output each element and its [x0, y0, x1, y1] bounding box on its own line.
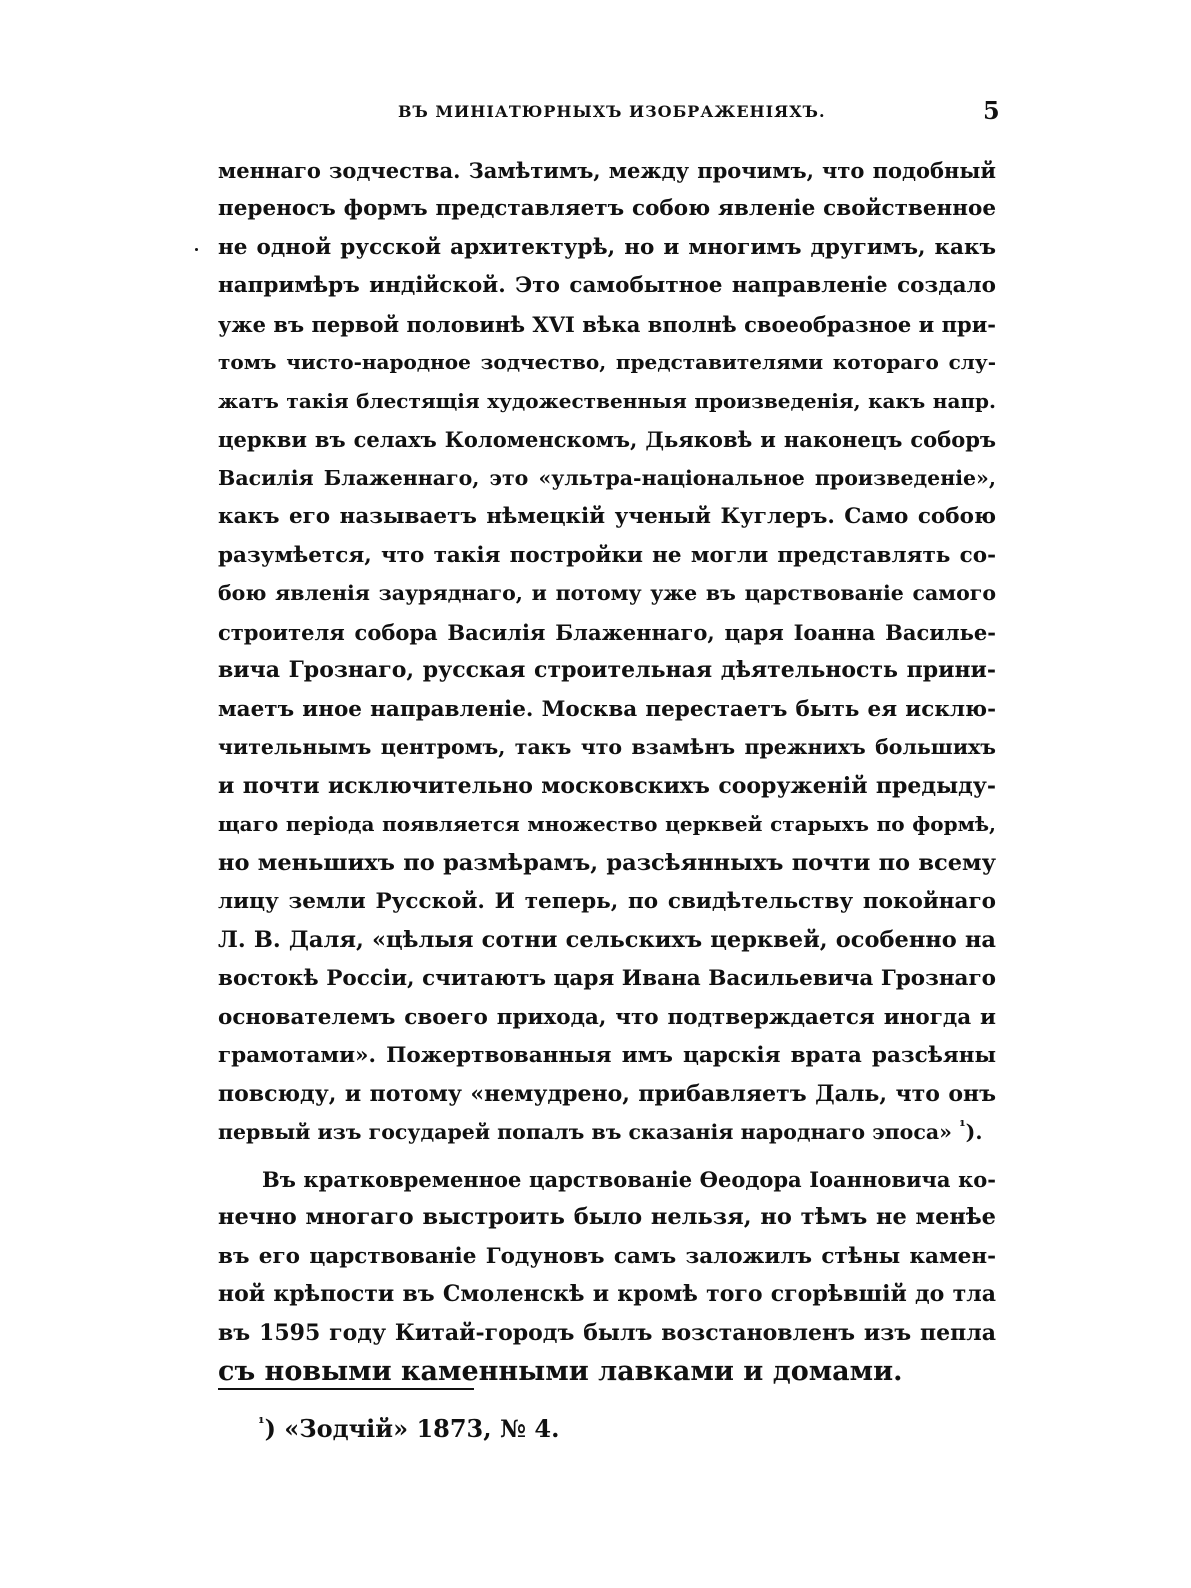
paragraph-line: ной крѣпости въ Смоленскѣ и кромѣ того сгорѣвшій до тла — [218, 1281, 996, 1307]
margin-mark — [195, 248, 198, 251]
text-line: вича Грознаго, русская строительная дѣятельность прини- — [218, 657, 996, 683]
text-line-content: первый изъ государей попалъ въ сказанія народнаго эпоса» — [218, 1120, 952, 1144]
footnote-text: ) «Зодчій» 1873, № 4. — [264, 1414, 560, 1443]
text-line: щаго періода появляется множество церквей старыхъ по формѣ, — [218, 812, 996, 836]
text-line: строителя собора Василія Блаженнаго, царя Іоанна Василье- — [218, 620, 996, 645]
footnote-reference[interactable]: ¹ — [959, 1117, 966, 1136]
text-line: жатъ такія блестящія художественныя произведенія, какъ напр. — [218, 389, 996, 413]
text-line: основателемъ своего прихода, что подтверждается иногда и — [218, 1005, 996, 1030]
footnote-divider — [218, 1388, 474, 1390]
text-line: чительнымъ центромъ, такъ что взамѣнъ прежнихъ большихъ — [218, 735, 996, 759]
text-line: востокѣ Россіи, считаютъ царя Ивана Васильевича Грознаго — [218, 966, 996, 991]
footnote — [258, 1414, 559, 1443]
text-line: уже въ первой половинѣ XVI вѣка вполнѣ своеобразное и при- — [218, 312, 996, 337]
text-line: не одной русской архитектурѣ, но и многимъ другимъ, какъ — [218, 235, 996, 260]
paragraph-line: съ новыми каменными лавками и домами. — [218, 1356, 903, 1387]
text-line: маетъ иное направленіе. Москва перестаетъ быть ея исклю- — [218, 697, 996, 722]
text-line: бою явленія зауряднаго, и потому уже въ царствованіе самого — [218, 581, 996, 605]
paragraph-line: Въ кратковременное царствованіе Ѳеодора Іоанновича ко- — [262, 1167, 996, 1192]
text-line: но меньшихъ по размѣрамъ, разсѣянныхъ почти по всему — [218, 850, 996, 876]
text-line-tail: ). — [965, 1120, 983, 1144]
text-line: Василія Блаженнаго, это «ультра-національное произведеніе», — [218, 466, 996, 490]
text-line: лицу земли Русской. И теперь, по свидѣтельству покойнаго — [218, 889, 996, 914]
text-line: Л. В. Даля, «цѣлыя сотни сельскихъ церквей, особенно на — [218, 927, 996, 953]
text-line: переносъ формъ представляетъ собою явленіе свойственное — [218, 196, 996, 221]
text-line: грамотами». Пожертвованныя имъ царскія врата разсѣяны — [218, 1043, 996, 1068]
paragraph-line: въ 1595 году Китай-городъ былъ возстановленъ изъ пепла — [218, 1320, 996, 1346]
paragraph-line: въ его царствованіе Годуновъ самъ заложилъ стѣны камен- — [218, 1244, 996, 1269]
text-line: какъ его называетъ нѣмецкій ученый Куглеръ. Само собою — [218, 504, 996, 529]
text-line: напримѣръ индійской. Это самобытное направленіе создало — [218, 273, 996, 298]
text-line: церкви въ селахъ Коломенскомъ, Дьяковѣ и наконецъ соборъ — [218, 427, 996, 452]
text-line: меннаго зодчества. Замѣтимъ, между прочимъ, что подобный — [218, 158, 996, 183]
paragraph-line: нечно многаго выстроить было нельзя, но тѣмъ не менѣе — [218, 1204, 996, 1230]
text-line: и почти исключительно московскихъ сооруженій предыду- — [218, 773, 996, 799]
page-number: 5 — [983, 96, 1000, 125]
running-header: ВЪ МИНІАТЮРНЫХЪ ИЗОБРАЖЕНІЯХЪ. — [398, 102, 826, 121]
text-line: томъ чисто-народное зодчество, представителями котораго слу- — [218, 350, 996, 374]
text-line: разумѣется, что такія постройки не могли представлять со- — [218, 543, 996, 568]
text-line-with-footnote-ref — [218, 1114, 996, 1151]
footnote-marker: ¹ — [258, 1414, 265, 1432]
text-line: повсюду, и потому «немудрено, прибавляетъ Даль, что онъ — [218, 1081, 996, 1107]
